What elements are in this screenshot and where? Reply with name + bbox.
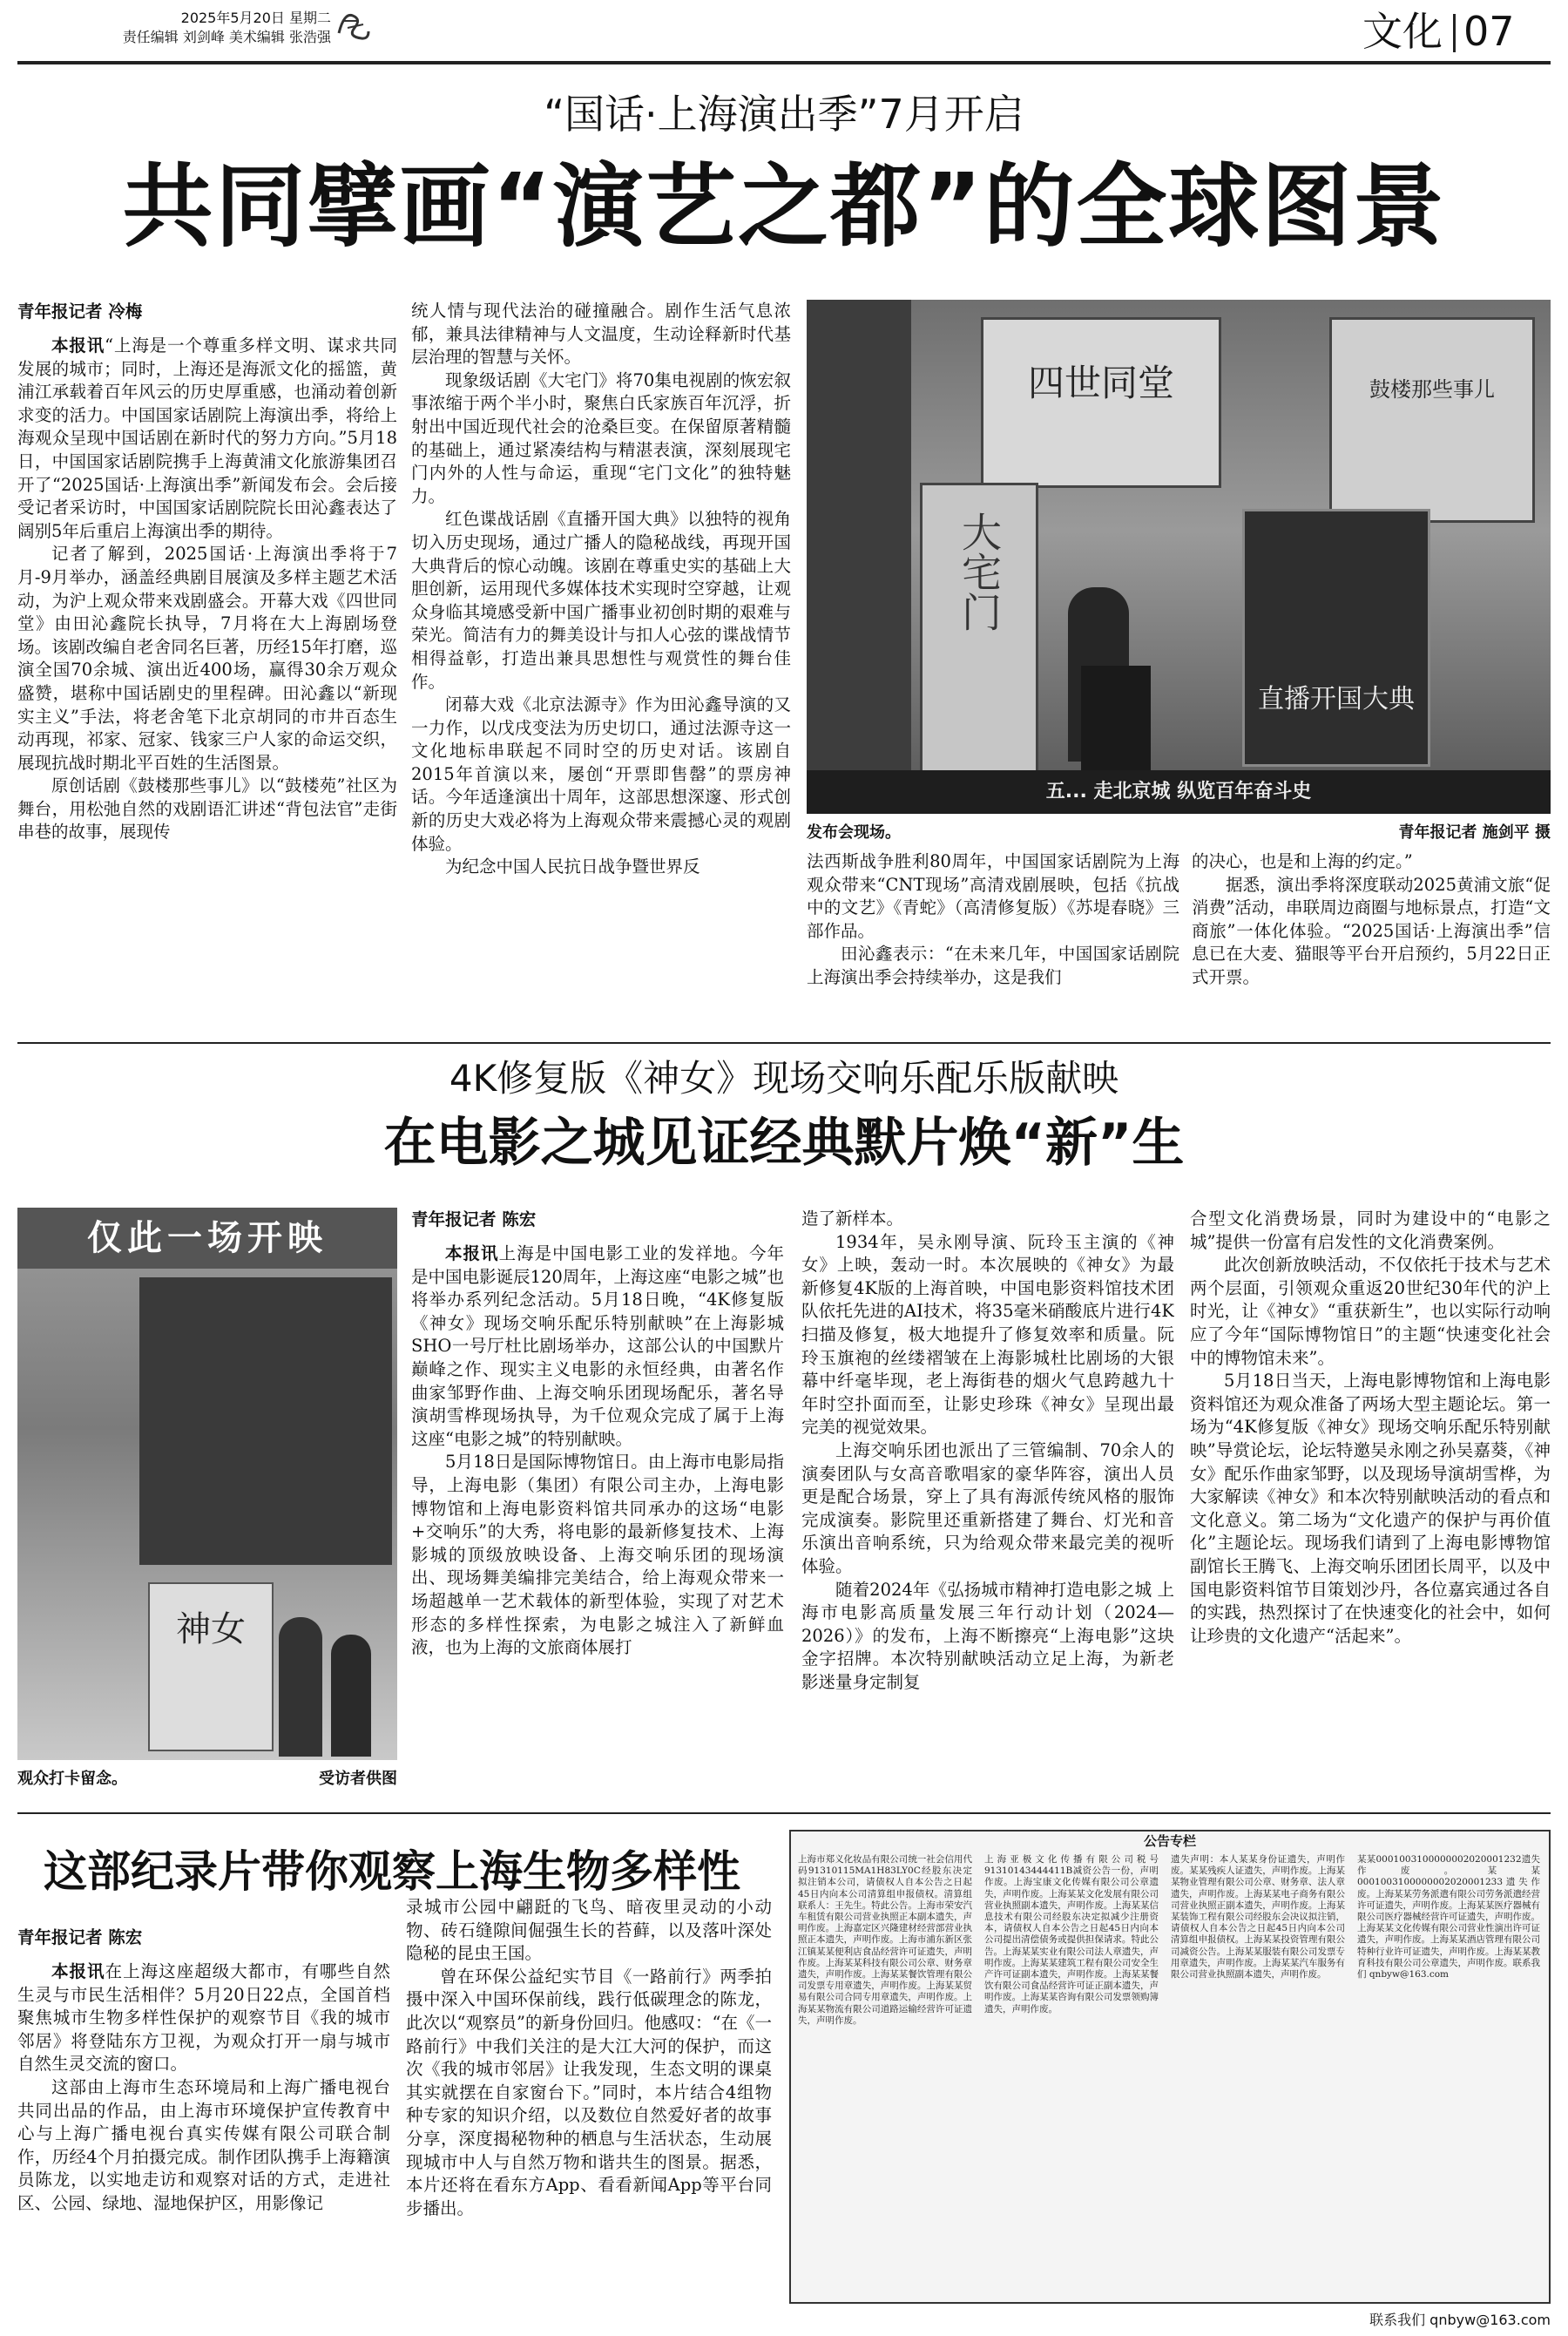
article2-paragraph: 1934年，吴永刚导演、阮玲玉主演的《神女》上映，轰动一时。本次展映的《神女》为最新修复4K版的上海首映，中国电影资料馆技术团队依托先进的AI技术，将35毫米硝酸底片进行4K扫描及修复，极大地提升了修复效率和质量。阮玲玉旗袍的丝缕褶皱在上海影城杜比剧场的大银幕中纤毫毕现，老上海街巷的烟火气息跨越九十年时空扑面而至，让影史珍珠《神女》呈现出最完美的视觉效果。 bbox=[801, 1231, 1174, 1438]
section-divider-line bbox=[17, 1812, 1551, 1814]
article1-paragraph: 法西斯战争胜利80周年，中国国家话剧院为上海观众带来“CNT现场”高清戏剧展映，包括《抗战中的文艺》《青蛇》（高清修复版）《苏堤春晓》三部作品。 bbox=[807, 851, 1179, 941]
article2-text: 上海是中国电影工业的发祥地。今年是中国电影诞辰120周年，上海这座“电影之城”也将举办系列纪念活动。5月18日晚，“4K修复版《神女》现场交响乐配乐特别献映”在上海影城SHO一号厅杜比剧场举办，这部公认的中国默片巅峰之作、现实主义电影的永恒经典，由著名作曲家邹野作曲、上海交响乐团现场配乐，著名导演胡雪桦现场执导，为千位观众完成了属于上海这座“电影之城”的特别献映。 bbox=[411, 1243, 784, 1449]
article1-paragraph: 田沁鑫表示：“在未来几年，中国国家话剧院上海演出季会持续举办，这是我们 bbox=[807, 944, 1179, 987]
visitor-figure bbox=[331, 1635, 371, 1757]
film-poster-goddess bbox=[148, 1582, 274, 1751]
article1-paragraph bbox=[17, 335, 397, 543]
article1-kicker: “国话·上海演出季”7月开启 bbox=[544, 91, 1024, 138]
article1-paragraph: 现象级话剧《大宅门》将70集电视剧的恢宏叙事浓缩于两个半小时，聚焦白氏家族百年沉浮，折射出中国近现代社会的沧桑巨变。在保留原著精髓的基础上，通过紧凑结构与精湛表演，深刻展现宅门内外的人性与命运，重现“宅门文化”的独特魅力。 bbox=[411, 369, 791, 506]
article1-byline: 青年报记者 冷梅 bbox=[17, 301, 143, 322]
notice-column bbox=[984, 1854, 1159, 2297]
notice-text: 某某0001003100000002020001232遗失作废。某某0001003100000002020001233遗失作废。上海某某劳务派遣有限公司劳务派遣经营许可证遗失，声明作废。上海某某医疗器械有限公司医疗器械经营许可证遗失，声明作废。上海某某文化传媒有限公司营业性演出许可证遗失，声明作废。上海某某酒店管理有限公司特种行业许可证遗失，声明作废。上海某某教育科技有限公司公章遗失，声明作废。联系我们 qnbyw@163.com bbox=[1357, 1854, 1540, 1981]
article3-byline: 青年报记者 陈宏 bbox=[17, 1927, 143, 1947]
notice-column bbox=[798, 1854, 972, 2297]
poster-four-generations bbox=[981, 317, 1221, 488]
article3-paragraph bbox=[17, 1960, 390, 2076]
notice-board-title: 公告专栏 bbox=[1143, 1833, 1196, 1849]
article2-paragraph: 5月18日是国际博物馆日。由上海市电影局指导，上海电影（集团）有限公司主办，上海电影博物馆和上海电影资料馆共同承办的这场“电影+交响乐”的大秀，将电影的最新修复技术、上海影城的顶级放映设备、上海交响乐团的现场演出、现场舞美编排完美结合，给上海观众带来一场超越单一艺术载体的新型体验，实现了对艺术形态的多样性探索，为电影之城注入了新鲜血液，也为上海的文旅商体展打 bbox=[411, 1452, 784, 1658]
press-conference-photo bbox=[807, 300, 1551, 814]
article1-column-4 bbox=[1192, 850, 1551, 1029]
article1-paragraph: 统人情与现代法治的碰撞融合。剧作生活气息浓郁，兼具法律精神与人文温度，生动诠释新时代基层治理的智慧与关怀。 bbox=[411, 301, 791, 368]
poster-title: 神女 bbox=[176, 1609, 246, 1649]
poster-drum-tower bbox=[1329, 317, 1535, 523]
issue-date: 2025年5月20日 星期二 bbox=[180, 10, 331, 26]
article1-column-1 bbox=[17, 300, 397, 1027]
stage-banner: 五... 走北京城 纵览百年奋斗史 bbox=[807, 770, 1551, 814]
article3-column-1 bbox=[17, 1926, 390, 2309]
poster-title: 直播开国大典 bbox=[1258, 684, 1415, 714]
article1-paragraph: 为纪念中国人民抗日战争暨世界反 bbox=[445, 857, 700, 877]
article2-column-2 bbox=[801, 1208, 1174, 1800]
article3-text: 在上海这座超级大都市，有哪些自然生灵与市民生活相伴？5月20日22点，全国首档聚焦城市生物多样性保护的观察节目《我的城市邻居》将登陆东方卫视，为观众打开一扇与城市自然生灵交流的窗口。 bbox=[17, 1961, 390, 2075]
editors-line: 责任编辑 刘剑峰 美术编辑 张浩强 bbox=[122, 29, 331, 45]
article2-paragraph: 5月18日当天，上海电影博物馆和上海电影资料馆还为观众准备了两场大型主题论坛。第一场为“4K修复版《神女》现场交响乐配乐特别献映”导赏论坛，论坛特邀吴永刚之孙吴嘉葵，《神女》配乐作曲家邹野，以及现场导演胡雪桦，为大家解读《神女》和本次特别献映活动的看点和文化意义。第二场为“文化遗产的保护与再价值化”主题论坛。现场我们请到了上海电影博物馆副馆长王腾飞、上海交响乐团团长周平，以及中国电影资料馆节目策划沙丹，各位嘉宾通过各自的实践，热烈探讨了在快速变化的社会中，如何让珍贵的文化遗产“活起来”。 bbox=[1190, 1371, 1551, 1646]
notice-column bbox=[1171, 1854, 1345, 2297]
article3-paragraph: 曾在环保公益纪实节目《一路前行》两季拍摄中深入中国环保前线，践行低碳理念的陈龙，此次以“观察员”的新身份回归。他感叹：“在《一路前行》中我们关注的是大江大河的保护，而这次《我的城市邻居》让我发现，生态文明的课桌其实就摆在自家窗台下。”同时，本片结合4组物种专家的知识介绍，以及数位自然爱好者的故事分享，深度揭秘物种的栖息与生活状态，生动展现城市中人与自然万物和谐共生的图景。据悉，本片还将在看东方App、看看新闻App等平台同步播出。 bbox=[406, 1966, 772, 2218]
article1-paragraph: 闭幕大戏《北京法源寺》作为田沁鑫导演的又一力作，以戊戌变法为历史切口，通过法源寺这一文化地标串联起不同时空的历史对话。该剧自2015年首演以来，屡创“开票即售罄”的票房神话。今年适逢演出十周年，这部思想深邃、形式创新的历史大戏必将为上海观众带来震撼心灵的观剧体验。 bbox=[411, 694, 791, 854]
section-title: 文化 bbox=[1362, 8, 1443, 55]
press-photo-credit: 青年报记者 施剑平 摄 bbox=[1398, 823, 1551, 842]
poster-title: 大宅门 bbox=[956, 511, 1003, 632]
press-photo-caption: 发布会现场。 bbox=[807, 823, 901, 842]
audience-photo bbox=[17, 1208, 397, 1760]
article2-lead: 本报讯 bbox=[445, 1243, 499, 1263]
poster-live-founding bbox=[1242, 509, 1430, 767]
article3-paragraph: 录城市公园中翩跹的飞鸟、暗夜里灵动的小动物、砖石缝隙间倔强生长的苔藓，以及落叶深处隐秘的昆虫王国。 bbox=[406, 1897, 772, 1964]
article1-paragraph: 记者了解到，2025国话·上海演出季将于7月-9月举办，涵盖经典剧目展演及多样主题艺术活动，为沪上观众带来戏剧盛会。开幕大戏《四世同堂》由田沁鑫院长执导，7月将在大上海剧场登场。该剧改编自老舍同名巨著，历经15年打磨，巡演全国70余城、演出近400场，赢得30余万观众盛赞，堪称中国话剧史的里程碑。田沁鑫以“新现实主义”手法，将老舍笔下北京胡同的市井百态生动再现，祁家、冠家、钱家三户人家的命运交织，展现抗战时期北平百姓的生活图景。 bbox=[17, 544, 397, 773]
article1-paragraph: 的决心，也是和上海的约定。” bbox=[1192, 851, 1413, 871]
article3-column-2 bbox=[406, 1896, 772, 2309]
article2-paragraph: 此次创新放映活动，不仅依托于技术与艺术两个层面，引领观众重返20世纪30年代的沪上时光，让《神女》“重获新生”，也以实际行动响应了今年“国际博物馆日”的主题“快速变化社会中的博物馆未来”。 bbox=[1190, 1255, 1551, 1368]
article1-paragraph: 红色谍战话剧《直播开国大典》以独特的视角切入历史现场，通过广播人的隐秘战线，再现开国大典背后的惊心动魄。该剧在尊重史实的基础上大胆创新，运用现代多媒体技术实现时空穿越，让观众身临其境感受新中国广播事业初创时期的艰难与荣光。简洁有力的舞美设计与扣人心弦的谍战情节相得益彰，打造出兼具思想性与观赏性的舞台佳作。 bbox=[411, 509, 791, 692]
poster-grand-mansion-gate bbox=[920, 483, 1038, 775]
article2-column-3 bbox=[1190, 1208, 1551, 1800]
section-divider-line bbox=[17, 1042, 1551, 1044]
page-header bbox=[0, 0, 1568, 70]
article2-column-1 bbox=[411, 1208, 784, 1800]
actress-screen bbox=[139, 1277, 392, 1565]
notice-board bbox=[789, 1830, 1551, 2304]
article1-column-2 bbox=[411, 300, 791, 1027]
poster-title: 四世同堂 bbox=[1027, 362, 1174, 404]
article1-column-3 bbox=[807, 850, 1179, 1029]
poster-title: 鼓楼那些事儿 bbox=[1369, 377, 1495, 402]
notice-text: 上海市郑义化妆品有限公司统一社会信用代码91310115MA1H83LY0C经股东决定拟注销本公司，请债权人自本公告之日起45日内向本公司清算组申报债权。清算组联系人：王先生。特此公告。上海市荣安汽车租赁有限公司营业执照正本副本遗失，声明作废。上海嘉定区兴隆建材经营部营业执照正本遗失，声明作废。上海市浦东新区张江镇某某便利店食品经营许可证遗失，声明作废。上海某某科技有限公司公章、财务章遗失，声明作废。上海某某餐饮管理有限公司发票专用章遗失，声明作废。上海某某贸易有限公司合同专用章遗失，声明作废。上海某某物流有限公司道路运输经营许可证遗失，声明作废。 bbox=[798, 1854, 972, 2026]
article2-byline: 青年报记者 陈宏 bbox=[411, 1209, 537, 1229]
visitor-figure bbox=[279, 1617, 322, 1757]
article1-text: “上海是一个尊重多样文明、谋求共同发展的城市；同时，上海还是海派文化的摇篮，黄浦江承载着百年风云的历史厚重感，也涌动着创新求变的活力。中国国家话剧院上海演出季，将给上海观众呈现中国话剧在新时代的努力方向。”5月18日，中国国家话剧院携手上海黄浦文化旅游集团召开了“2025国话·上海演出季”新闻发布会。会后接受记者采访时，中国国家话剧院院长田沁鑫表达了阔别5年后重启上海演出季的期待。 bbox=[17, 335, 397, 541]
podium bbox=[1081, 666, 1151, 770]
article1-paragraph: 原创话剧《鼓楼那些事儿》以“鼓楼苑”社区为舞台，用松弛自然的戏剧语汇讲述“背包法官”走街串巷的故事，展现传 bbox=[17, 775, 397, 843]
article2-headline: 在电影之城见证经典默片焕“新”生 bbox=[383, 1113, 1185, 1174]
article1-paragraph: 据悉，演出季将深度联动2025黄浦文旅“促消费”活动，串联周边商圈与地标景点，打造“文商旅”一体化体验。“2025国话·上海演出季”信息已在大麦、猫眼等平台开启预约，5月22日正式开票。 bbox=[1192, 874, 1551, 987]
article2-paragraph bbox=[411, 1242, 784, 1451]
screening-banner: 仅此一场开映 bbox=[17, 1208, 397, 1269]
page-number: 07 bbox=[1463, 8, 1515, 55]
section-divider bbox=[1453, 14, 1456, 52]
article2-kicker: 4K修复版《神女》现场交响乐配乐版献映 bbox=[449, 1057, 1119, 1100]
notice-text: 遗失声明：本人某某身份证遗失，声明作废。某某残疾人证遗失，声明作废。上海某某物业管理有限公司公章、财务章、法人章遗失，声明作废。上海某某电子商务有限公司营业执照正副本遗失，声明作废。上海某某装饰工程有限公司经股东会决议拟注销，请债权人自本公告之日起45日内向本公司清算组申报债权。上海某某投资管理有限公司减资公告。上海某某服装有限公司发票专用章遗失，声明作废。上海某某汽车服务有限公司营业执照副本遗失，声明作废。 bbox=[1171, 1854, 1345, 1981]
article2-paragraph: 合型文化消费场景，同时为建设中的“电影之城”提供一份富有启发性的文化消费案例。 bbox=[1190, 1209, 1551, 1252]
audience-photo-caption: 观众打卡留念。 bbox=[17, 1770, 127, 1788]
notice-column bbox=[1357, 1854, 1540, 2297]
footer-contact: 联系我们 qnbyw@163.com bbox=[1369, 2312, 1551, 2328]
newspaper-logo bbox=[335, 7, 372, 47]
article3-paragraph: 这部由上海市生态环境局和上海广播电视台共同出品的作品，由上海市环境保护宣传教育中心与上海广播电视台真实传媒有限公司联合制作，历经4个月拍摄完成。制作团队携手上海籍演员陈龙，以实地走访和观察对话的方式，走进社区、公园、绿地、湿地保护区，用影像记 bbox=[17, 2076, 390, 2213]
article2-paragraph: 上海交响乐团也派出了三管编制、70余人的演奏团队与女高音歌唱家的豪华阵容，演出人员更是配合场景，穿上了具有海派传统风格的服饰完成演奏。影院里还重新搭建了舞台、灯光和音乐演出音响系统，只为给观众带来最完美的视听体验。 bbox=[801, 1439, 1174, 1576]
article2-paragraph: 随着2024年《弘扬城市精神打造电影之城 上海市电影高质量发展三年行动计划（2024—2026）》的发布，上海不断擦亮“上海电影”这块金字招牌。本次特别献映活动立足上海，为新老影迷量身定制复 bbox=[801, 1579, 1174, 1692]
notice-text: 上海亚极文化传播有限公司税号91310143444411B减资公告一份，声明作废。上海宝康文化传媒有限公司公章遗失，声明作废。上海某某文化发展有限公司营业执照副本遗失，声明作废。上海某某信息技术有限公司经股东决定拟减少注册资本，请债权人自本公告之日起45日内向本公司提出清偿债务或提供担保请求。特此公告。上海某某实业有限公司法人章遗失，声明作废。上海某某建筑工程有限公司安全生产许可证副本遗失，声明作废。上海某某餐饮有限公司食品经营许可证正副本遗失，声明作废。上海某某咨询有限公司发票领购簿遗失，声明作废。 bbox=[984, 1854, 1159, 2014]
article3-headline: 这部纪录片带你观察上海生物多样性 bbox=[44, 1846, 740, 1897]
header-rule bbox=[17, 61, 1551, 64]
photo-left-banner bbox=[807, 300, 911, 814]
audience-photo-credit: 受访者供图 bbox=[319, 1770, 397, 1788]
article1-headline: 共同擘画“演艺之都”的全球图景 bbox=[122, 153, 1446, 260]
article1-lead: 本报讯 bbox=[51, 335, 105, 355]
article2-paragraph: 造了新样本。 bbox=[801, 1209, 904, 1229]
article3-lead: 本报讯 bbox=[51, 1961, 105, 1981]
